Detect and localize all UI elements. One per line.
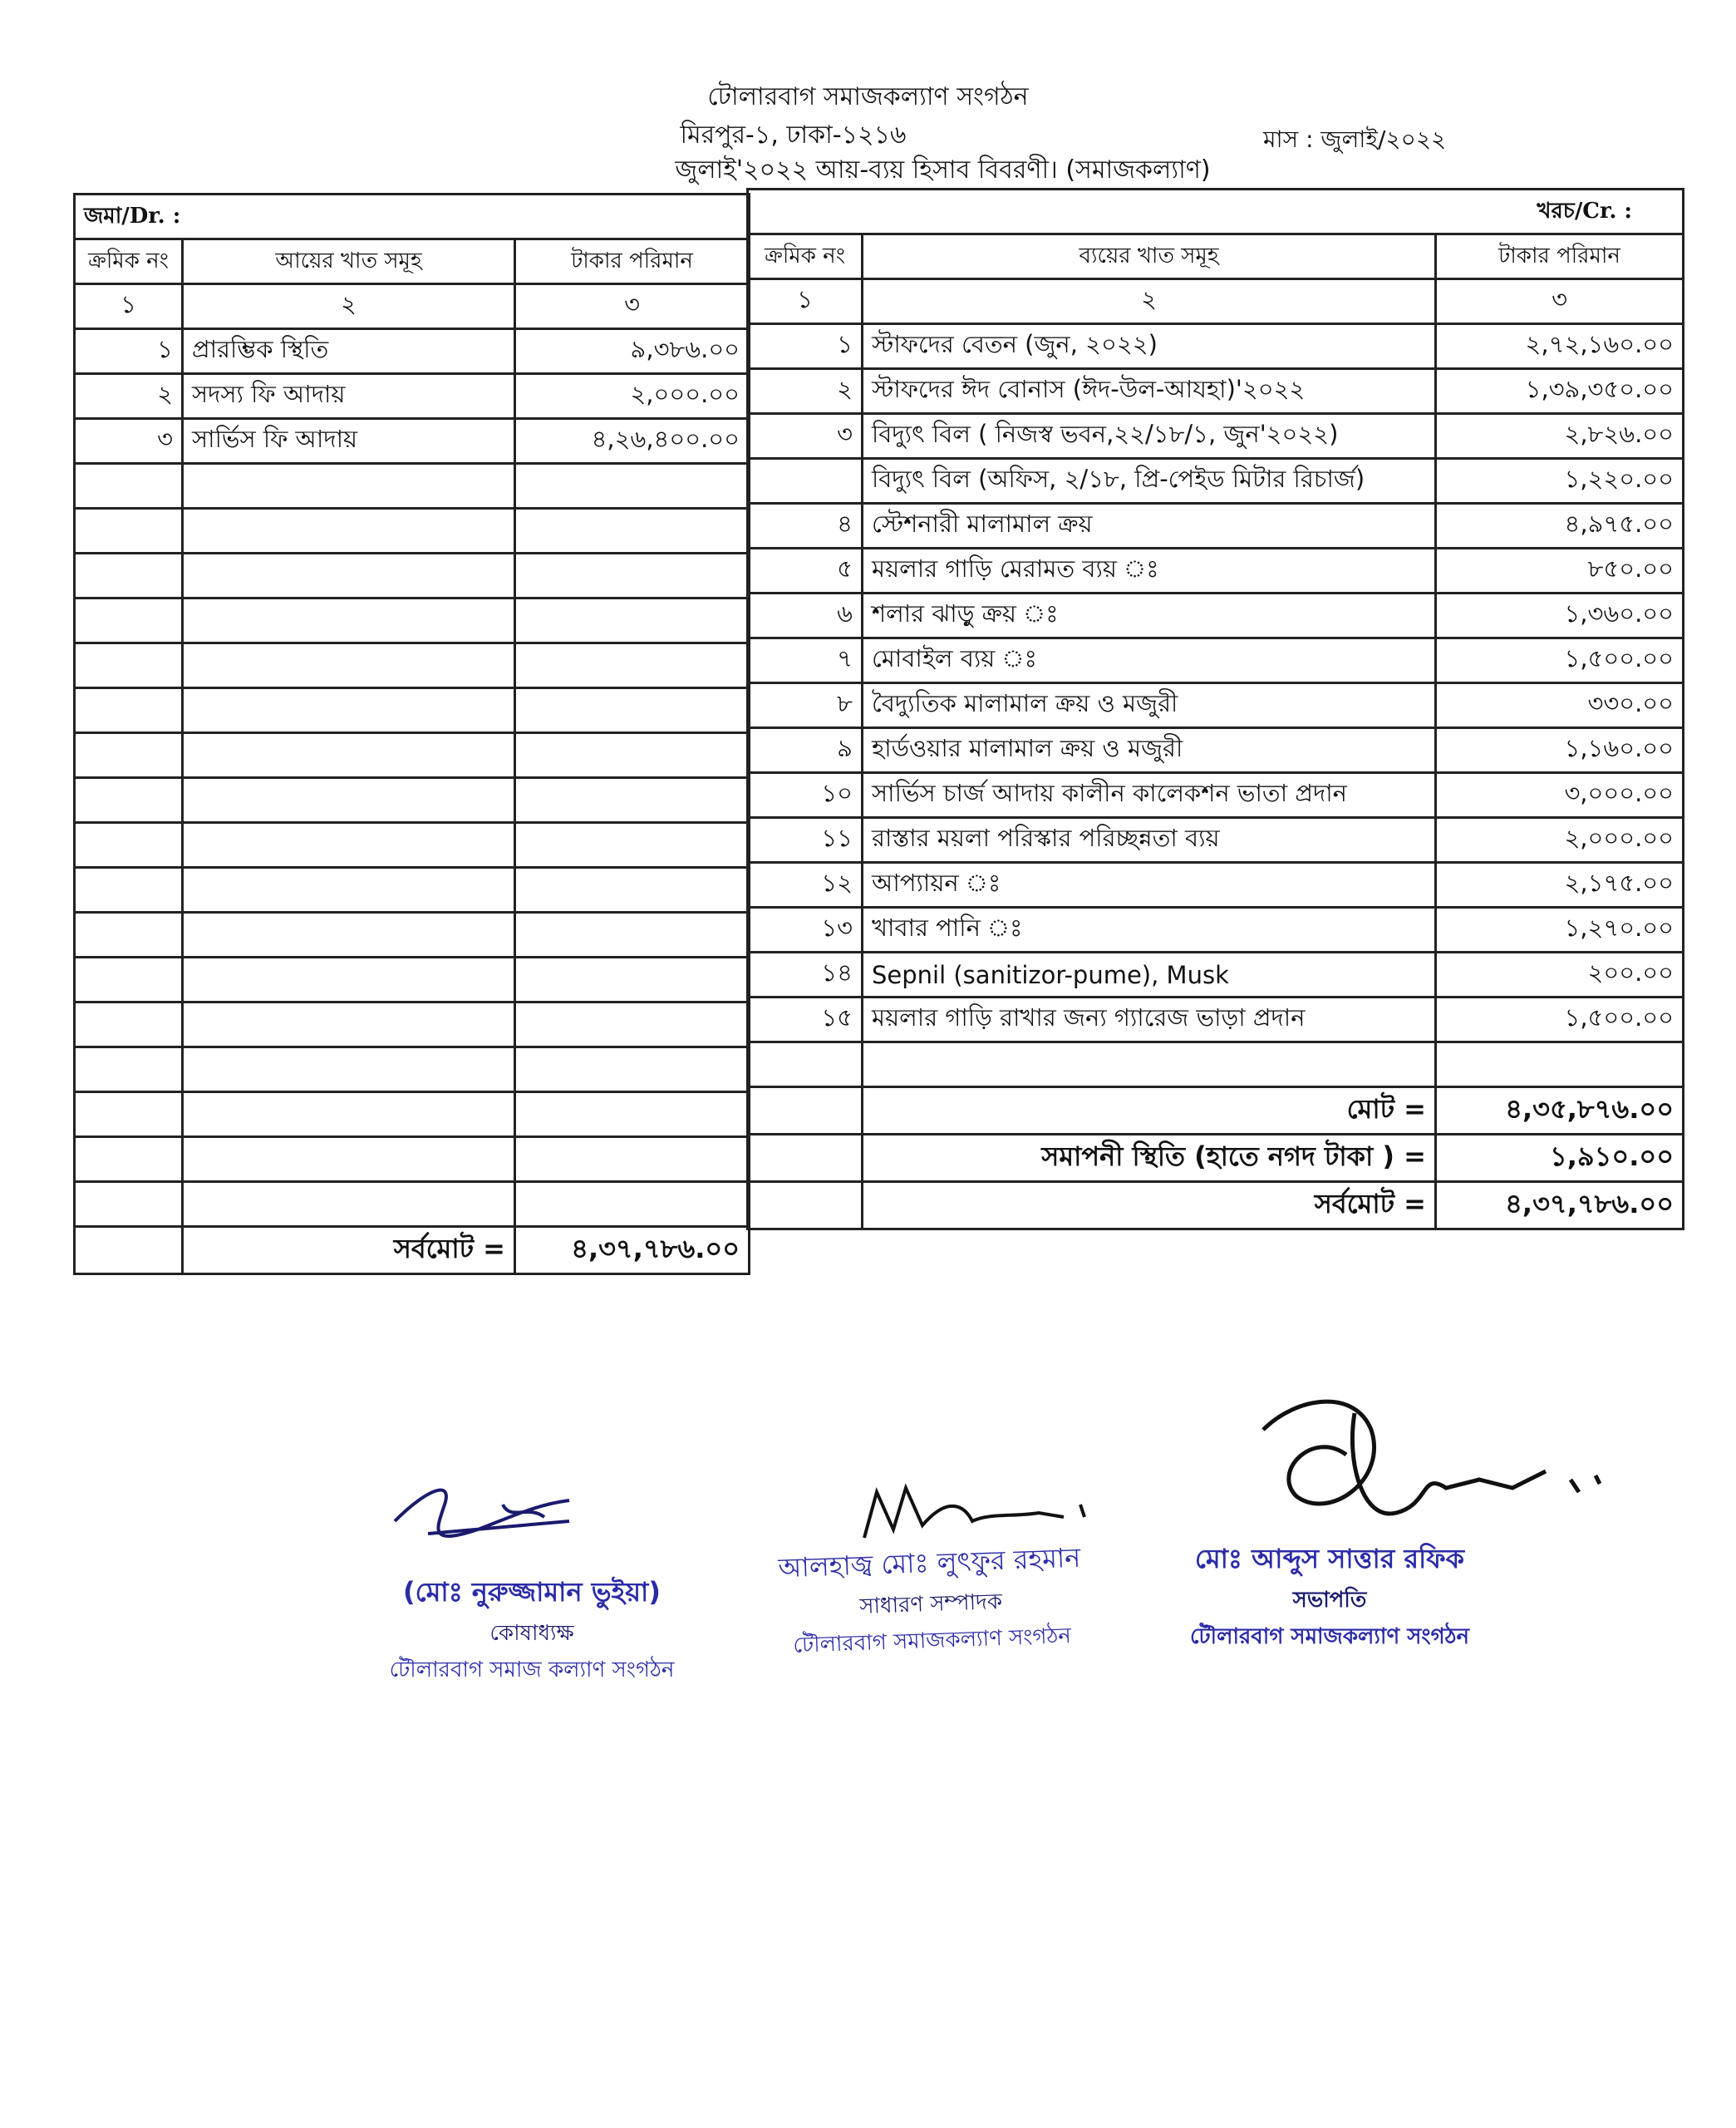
table-row — [748, 818, 1684, 863]
expense-colnum: ২ — [863, 279, 1436, 324]
empty-row — [75, 778, 750, 823]
table-row — [748, 504, 1684, 549]
income-grand-total-label: সর্বমোট = — [183, 1227, 515, 1274]
secretary-designation: সাধারণ সম্পাদক — [858, 1589, 1003, 1619]
income-grand-total-row — [75, 1227, 750, 1274]
table-row — [748, 683, 1684, 728]
empty-row — [75, 643, 750, 688]
income-colnum: ১ — [75, 284, 183, 329]
expense-amount: ৩,০০০.০০ — [1436, 773, 1684, 818]
empty-row — [75, 464, 750, 509]
statement-title: জুলাই'২০২২ আয়-ব্যয় হিসাব বিবরণী। (সমাজকল্যাণ) — [675, 155, 1211, 185]
table-row — [748, 773, 1684, 818]
expense-serial: ৮ — [748, 683, 863, 728]
table-row — [748, 459, 1684, 504]
expense-amount: ১,৩৯,৩৫০.০০ — [1436, 369, 1684, 414]
income-item: সার্ভিস ফি আদায় — [183, 419, 515, 464]
table-row — [748, 863, 1684, 908]
secretary-org: টৌলারবাগ সমাজকল্যাণ সংগঠন — [792, 1623, 1072, 1658]
expense-serial: ৫ — [748, 549, 863, 594]
statement-month: মাস : জুলাই/২০২২ — [1263, 126, 1447, 153]
expense-amount: ১,৫০০.০০ — [1436, 638, 1684, 683]
empty-row — [75, 509, 750, 554]
table-row — [748, 414, 1684, 459]
expense-item: বিদ্যুৎ বিল ( নিজস্ব ভবন,২২/১৮/১, জুন'২০২২) — [863, 414, 1436, 459]
table-row — [748, 998, 1684, 1042]
expense-item: Sepnil (sanitizor-pume), Musk — [863, 953, 1436, 998]
secretary-name: আলহাজ্ব মোঃ লুৎফুর রহমান — [777, 1541, 1081, 1584]
expense-table — [746, 188, 1684, 1230]
expense-section-label: খরচ/Cr. : — [748, 190, 1684, 234]
expense-colnum: ১ — [748, 279, 863, 324]
table-row — [748, 549, 1684, 594]
empty-row — [75, 554, 750, 598]
empty-row — [75, 598, 750, 643]
income-col-item: আয়ের খাত সমূহ — [183, 239, 515, 284]
expense-item: রাস্তার ময়লা পরিস্কার পরিচ্ছন্নতা ব্যয় — [863, 818, 1436, 863]
expense-item: স্টাফদের বেতন (জুন, ২০২২) — [863, 324, 1436, 369]
expense-col-amount: টাকার পরিমান — [1436, 234, 1684, 279]
expense-item: ময়লার গাড়ি মেরামত ব্যয় ঃ — [863, 549, 1436, 594]
income-table — [73, 193, 750, 1275]
expense-serial: ১৪ — [748, 953, 863, 998]
expense-serial: ৯ — [748, 728, 863, 773]
president-signature-block — [1163, 1538, 1496, 1656]
treasurer-name: (মোঃ নুরুজ্জামান ভুইয়া) — [403, 1576, 661, 1608]
organization-title: টোলারবাগ সমাজকল্যাণ সংগঠন — [707, 82, 1029, 111]
expense-serial — [748, 459, 863, 504]
income-amount: ৪,২৬,৪০০.০০ — [515, 419, 750, 464]
income-item: প্রারম্ভিক স্থিতি — [183, 329, 515, 374]
treasurer-signature-block — [357, 1571, 706, 1689]
expense-serial: ১৫ — [748, 998, 863, 1042]
expense-amount: ২০০.০০ — [1436, 953, 1684, 998]
expense-item: বৈদ্যুতিক মালামাল ক্রয় ও মজুরী — [863, 683, 1436, 728]
expense-item: হার্ডওয়ার মালামাল ক্রয় ও মজুরী — [863, 728, 1436, 773]
income-col-serial: ক্রমিক নং — [75, 239, 183, 284]
empty-row — [75, 688, 750, 733]
empty-row — [75, 868, 750, 913]
expense-item: মোবাইল ব্যয় ঃ — [863, 638, 1436, 683]
table-row — [75, 419, 750, 464]
income-item: সদস্য ফি আদায় — [183, 374, 515, 419]
table-row — [748, 953, 1684, 998]
expense-amount: ১,২২০.০০ — [1436, 459, 1684, 504]
expense-amount: ১,৫০০.০০ — [1436, 998, 1684, 1042]
table-row — [748, 594, 1684, 638]
expense-amount: ৮৫০.০০ — [1436, 549, 1684, 594]
expense-serial: ১২ — [748, 863, 863, 908]
income-colnum: ৩ — [515, 284, 750, 329]
expense-total-row — [748, 1087, 1684, 1135]
empty-row — [75, 1092, 750, 1137]
expense-amount: ৩৩০.০০ — [1436, 683, 1684, 728]
expense-col-serial: ক্রমিক নং — [748, 234, 863, 279]
expense-amount: ২,০০০.০০ — [1436, 818, 1684, 863]
income-serial: ৩ — [75, 419, 183, 464]
expense-item: আপ্যায়ন ঃ — [863, 863, 1436, 908]
income-serial: ১ — [75, 329, 183, 374]
expense-serial: ১০ — [748, 773, 863, 818]
expense-amount: ১,৩৬০.০০ — [1436, 594, 1684, 638]
expense-item: স্টেশনারী মালামাল ক্রয় — [863, 504, 1436, 549]
income-amount: ২,০০০.০০ — [515, 374, 750, 419]
expense-serial: ২ — [748, 369, 863, 414]
table-row — [75, 374, 750, 419]
income-grand-total-value: ৪,৩৭,৭৮৬.০০ — [515, 1227, 750, 1274]
expense-amount: ১,২৭০.০০ — [1436, 908, 1684, 953]
expense-amount: ২,৭২,১৬০.০০ — [1436, 324, 1684, 369]
expense-col-item: ব্যয়ের খাত সমূহ — [863, 234, 1436, 279]
treasurer-org: টৌলারবাগ সমাজ কল্যাণ সংগঠন — [389, 1658, 675, 1682]
empty-row — [75, 1002, 750, 1047]
expense-serial: ৬ — [748, 594, 863, 638]
expense-grand-total-label: সর্বমোট = — [863, 1182, 1436, 1229]
expense-item: খাবার পানি ঃ — [863, 908, 1436, 953]
expense-colnum: ৩ — [1436, 279, 1684, 324]
income-col-amount: টাকার পরিমান — [515, 239, 750, 284]
expense-item: ময়লার গাড়ি রাখার জন্য গ্যারেজ ভাড়া প্রদান — [863, 998, 1436, 1042]
expense-serial: ৪ — [748, 504, 863, 549]
table-row — [748, 728, 1684, 773]
empty-row — [75, 1047, 750, 1092]
closing-balance-row — [748, 1135, 1684, 1182]
empty-row — [75, 958, 750, 1002]
expense-amount: ১,১৬০.০০ — [1436, 728, 1684, 773]
empty-row — [75, 1137, 750, 1182]
income-section-label: জমা/Dr. : — [75, 195, 750, 239]
expense-item: সার্ভিস চার্জ আদায় কালীন কালেকশন ভাতা প্রদান — [863, 773, 1436, 818]
secretary-signature-block — [763, 1536, 1099, 1666]
expense-item: বিদ্যুৎ বিল (অফিস, ২/১৮, প্রি-পেইড মিটার রিচার্জ) — [863, 459, 1436, 504]
expense-serial: ১১ — [748, 818, 863, 863]
expense-serial: ৩ — [748, 414, 863, 459]
expense-grand-total-row — [748, 1182, 1684, 1229]
expense-amount: ৪,৯৭৫.০০ — [1436, 504, 1684, 549]
table-row — [748, 908, 1684, 953]
expense-total-value: ৪,৩৫,৮৭৬.০০ — [1436, 1087, 1684, 1135]
income-colnum: ২ — [183, 284, 515, 329]
empty-row — [748, 1042, 1684, 1087]
organization-address: মিরপুর-১, ঢাকা-১২১৬ — [680, 121, 907, 150]
empty-row — [75, 913, 750, 958]
expense-total-label: মোট = — [863, 1087, 1436, 1135]
expense-serial: ১৩ — [748, 908, 863, 953]
expense-serial: ১ — [748, 324, 863, 369]
empty-row — [75, 823, 750, 868]
table-row — [748, 638, 1684, 683]
expense-amount: ২,৮২৬.০০ — [1436, 414, 1684, 459]
expense-grand-total-value: ৪,৩৭,৭৮৬.০০ — [1436, 1182, 1684, 1229]
president-designation: সভাপতি — [1292, 1588, 1367, 1613]
income-amount: ৯,৩৮৬.০০ — [515, 329, 750, 374]
empty-row — [75, 733, 750, 778]
income-serial: ২ — [75, 374, 183, 419]
treasurer-signature-icon — [378, 1471, 602, 1563]
expense-serial: ৭ — [748, 638, 863, 683]
empty-row — [75, 1182, 750, 1227]
closing-balance-label: সমাপনী স্থিতি (হাতে নগদ টাকা ) = — [863, 1135, 1436, 1182]
president-signature-icon — [1230, 1380, 1629, 1563]
table-row — [75, 329, 750, 374]
treasurer-designation: কোষাধ্যক্ষ — [489, 1621, 574, 1646]
expense-amount: ২,১৭৫.০০ — [1436, 863, 1684, 908]
president-name: মোঃ আব্দুস সাত্তার রফিক — [1194, 1543, 1465, 1574]
table-row — [748, 369, 1684, 414]
expense-item: স্টাফদের ঈদ বোনাস (ঈদ-উল-আযহা)'২০২২ — [863, 369, 1436, 414]
president-org: টৌলারবাগ সমাজকল্যাণ সংগঠন — [1189, 1624, 1470, 1649]
expense-item: শলার ঝাড়ু ক্রয় ঃ — [863, 594, 1436, 638]
table-row — [748, 324, 1684, 369]
closing-balance-value: ১,৯১০.০০ — [1436, 1135, 1684, 1182]
